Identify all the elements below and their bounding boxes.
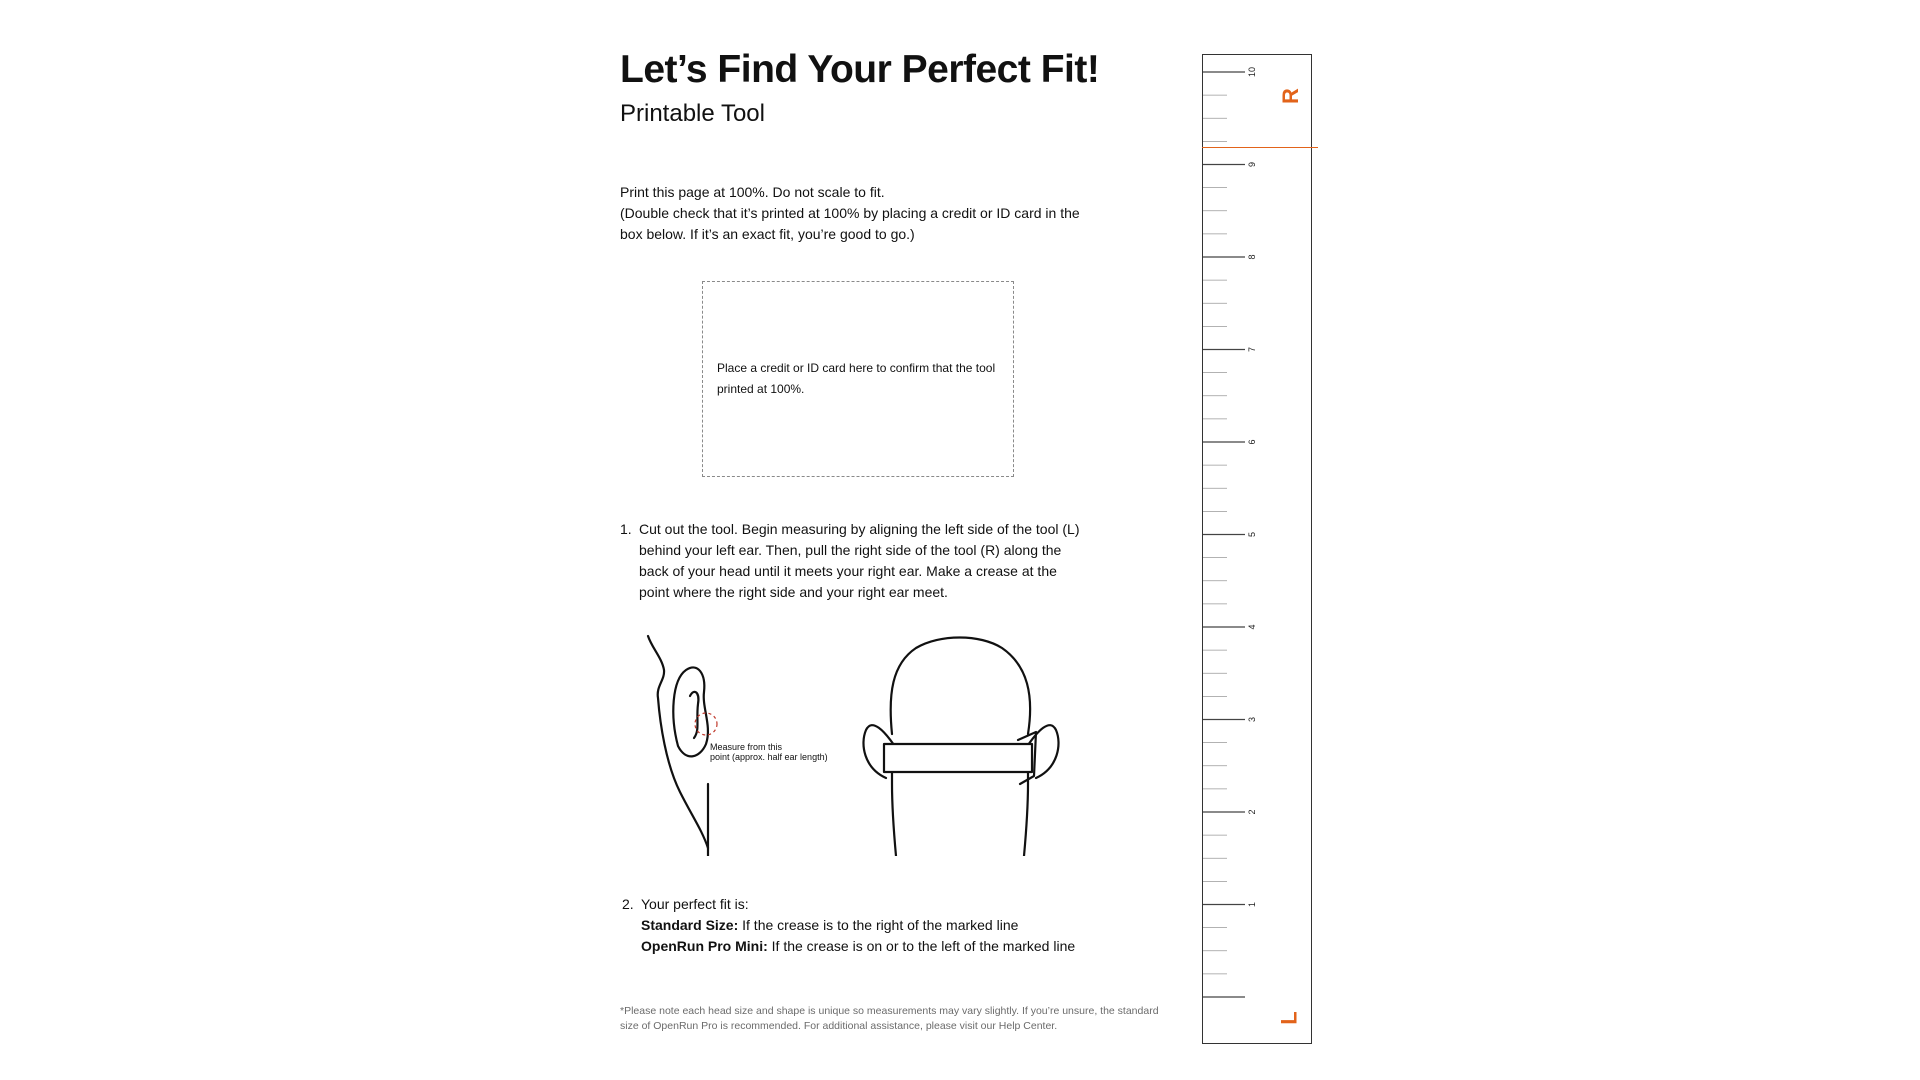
page-title: Let’s Find Your Perfect Fit!	[620, 48, 1100, 91]
ear-caption-line-2: point (approx. half ear length)	[710, 752, 828, 762]
ruler-number: 6	[1247, 439, 1257, 445]
step-1-number: 1.	[620, 521, 632, 537]
measuring-ruler	[1202, 54, 1312, 1044]
ruler-number: 1	[1247, 901, 1257, 908]
measuring-illustration	[640, 634, 1080, 856]
head-back-drawing	[863, 638, 1058, 857]
footnote: *Please note each head size and shape is unique so measurements may vary slightly. If you’re unsure, the standard size of OpenRun Pro is recommended. For additional assistance, please visit our Help Center.	[620, 1005, 1159, 1032]
page-subtitle: Printable Tool	[620, 100, 765, 127]
ruler-left-label: L	[1276, 1011, 1302, 1025]
card-box-text: Place a credit or ID card here to confirm that the tool printed at 100%.	[717, 361, 996, 396]
ruler-number: 9	[1247, 161, 1257, 168]
print-instruction-line-2: (Double check that it’s printed at 100% by placing a credit or ID card in the box below. If it’s an exact fit, you’re good to go.)	[620, 205, 1080, 242]
ruler-number: 2	[1247, 809, 1257, 815]
ruler-number: 4	[1247, 624, 1257, 630]
mini-size-rule	[641, 936, 1111, 957]
standard-size-rule	[641, 915, 1111, 936]
mini-size-text: If the crease is on or to the left of the marked line	[767, 938, 1076, 954]
ruler-number: 8	[1247, 254, 1257, 260]
print-instruction-line-1: Print this page at 100%. Do not scale to fit.	[620, 184, 885, 200]
step-2-intro: Your perfect fit is:	[641, 896, 749, 912]
ruler-number: 5	[1247, 531, 1257, 538]
ruler-right-label: R	[1277, 88, 1303, 104]
credit-card-check-box	[702, 281, 1014, 477]
printable-sheet	[620, 48, 1180, 1048]
ruler-number: 10	[1247, 66, 1257, 78]
ruler-number: 3	[1247, 716, 1257, 723]
mini-size-label: OpenRun Pro Mini:	[641, 938, 768, 954]
ear-caption-line-1: Measure from this	[710, 742, 783, 752]
step-2-number: 2.	[622, 896, 634, 912]
step-2-body	[641, 894, 1111, 957]
ruler-number: 7	[1247, 346, 1257, 353]
ruler-scale	[1203, 55, 1313, 1045]
standard-size-text: If the crease is to the right of the marked line	[738, 917, 1019, 933]
ear-profile-drawing	[648, 636, 708, 856]
print-instructions	[620, 182, 1080, 245]
standard-size-label: Standard Size:	[641, 917, 739, 933]
ruler-marked-line	[1202, 147, 1318, 148]
step-1-text: Cut out the tool. Begin measuring by aligning the left side of the tool (L) behind your left ear. Then, pull the right side of the tool (R) along the back of your head until it meets your right ear. Make a crease at the point where the right side and your right ear meet.	[639, 521, 1080, 600]
